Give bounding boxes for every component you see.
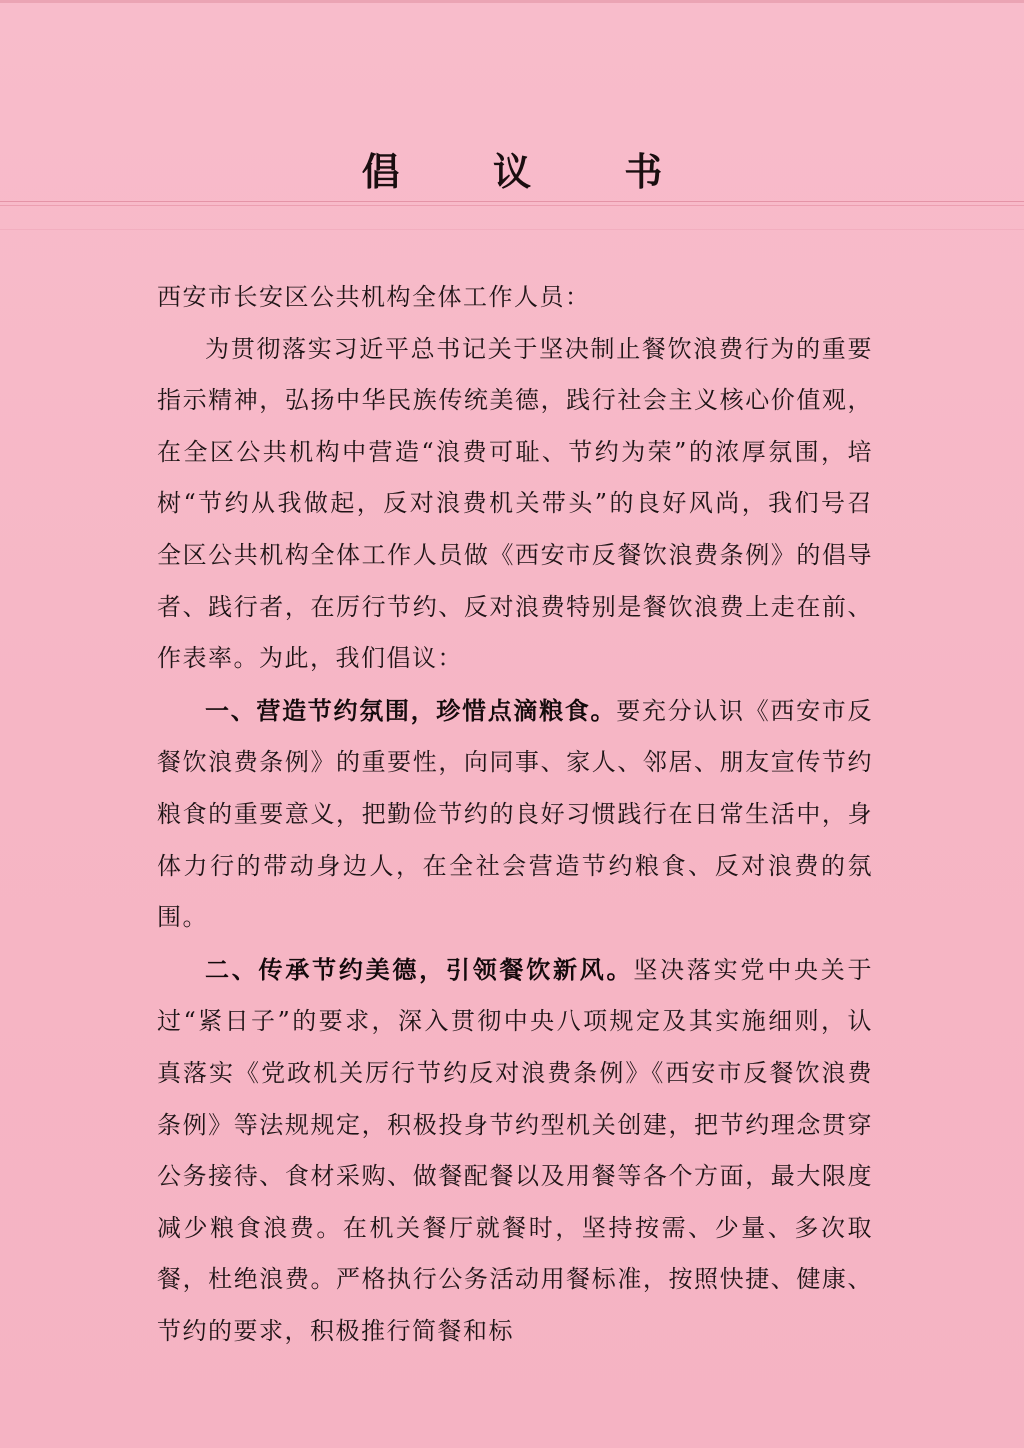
page-top-edge <box>0 0 1024 3</box>
item-paragraph-2 <box>157 944 873 1358</box>
salutation: 西安市长安区公共机构全体工作人员： <box>157 283 591 311</box>
document-title: 倡 议 书 <box>361 149 703 194</box>
item-heading-1: 一、营造节约氛围，珍惜点滴粮食。 <box>205 695 617 725</box>
item-text-1: 要充分认识《西安市反餐饮浪费条例》的重要性，向同事、家人、邻居、朋友宣传节约粮食的重要意义，把勤俭节约的良好习惯践行在日常生活中，身体力行的带动身边人，在全社会营造节约粮食、反对浪费的氛围。 <box>157 696 874 932</box>
document-body <box>157 272 873 1357</box>
header-rule-secondary <box>0 205 1024 206</box>
item-paragraph-1 <box>157 685 873 944</box>
item-heading-2: 二、传承节约美德，引领餐饮新风。 <box>205 954 634 984</box>
item-text-2: 坚决落实党中央关于过“紧日子”的要求，深入贯彻中央八项规定及其实施细则，认真落实《党政机关厉行节约反对浪费条例》《西安市反餐饮浪费条例》等法规规定，积极投身节约型机关创建，把节约理念贯穿公务接待、食材采购、做餐配餐以及用餐等各个方面，最大限度减少粮食浪费。在机关餐厅就餐时，坚持按需、少量、多次取餐，杜绝浪费。严格执行公务活动用餐标准，按照快捷、健康、节约的要求，积极推行简餐和标 <box>157 955 874 1345</box>
header-rule-faint <box>0 229 1024 230</box>
intro-paragraph: 为贯彻落实习近平总书记关于坚决制止餐饮浪费行为的重要指示精神，弘扬中华民族传统美德，践行社会主义核心价值观，在全区公共机构中营造“浪费可耻、节约为荣”的浓厚氛围，培树“节约从我做起，反对浪费机关带头”的良好风尚，我们号召全区公共机构全体工作人员做《西安市反餐饮浪费条例》的倡导者、践行者，在厉行节约、反对浪费特别是餐饮浪费上走在前、作表率。为此，我们倡议： <box>157 334 873 673</box>
header-rule <box>0 201 1024 202</box>
